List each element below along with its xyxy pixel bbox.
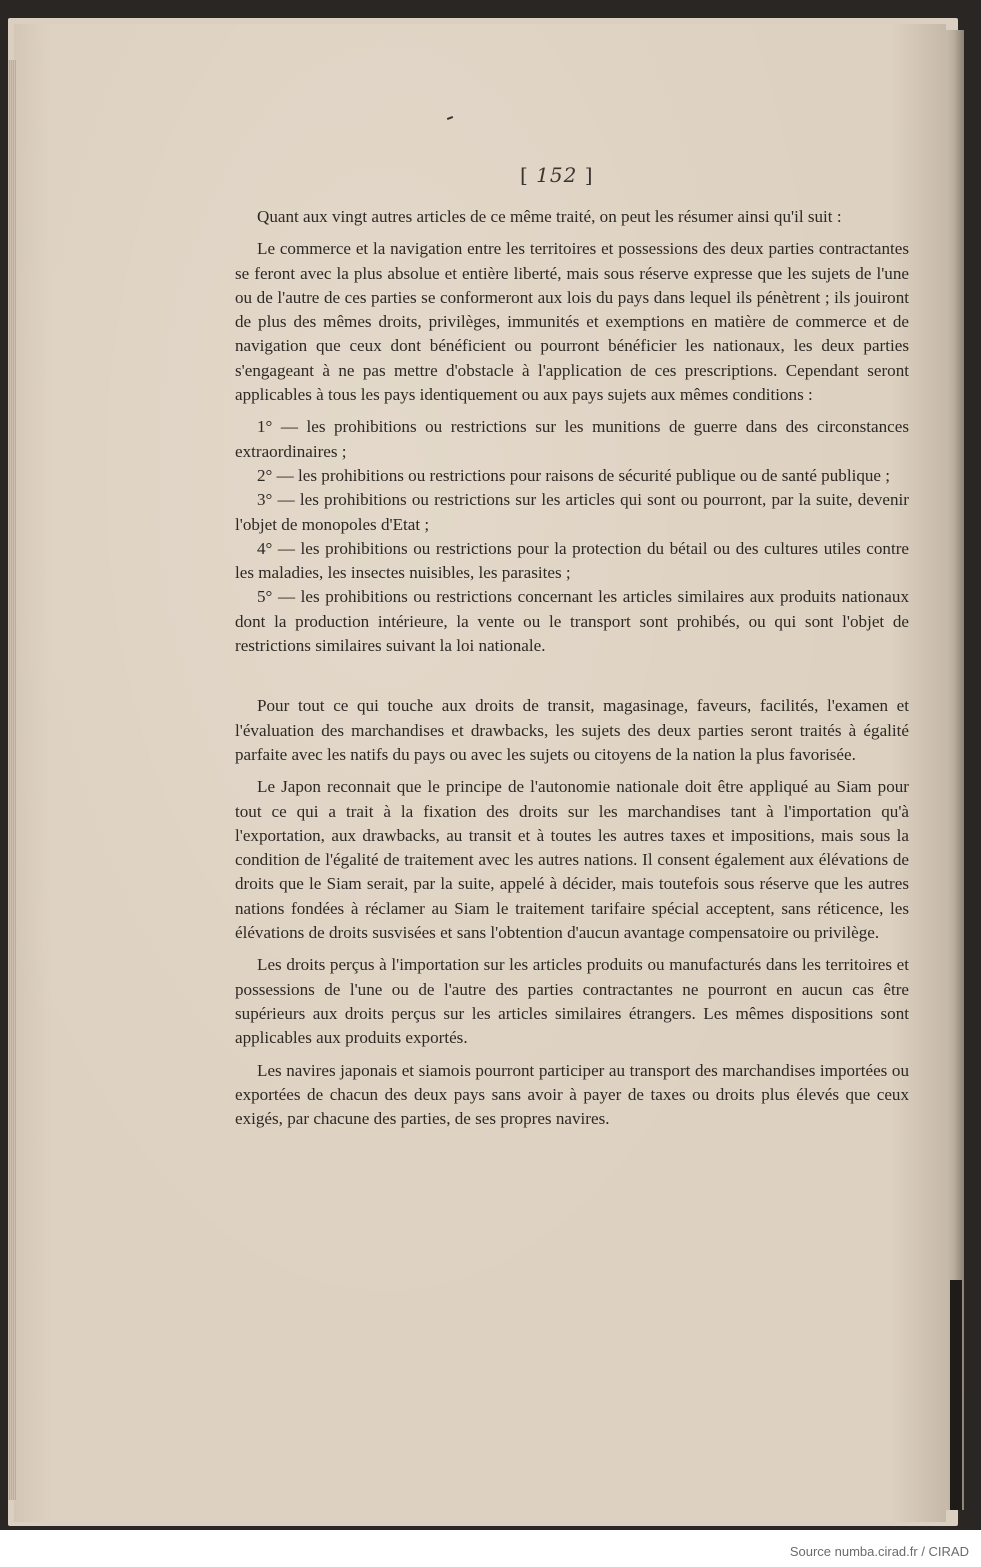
- page-number: [ 152 ]: [520, 163, 594, 187]
- list-item-1: 1° — les prohibitions ou restrictions sur les munitions de guerre dans des circonstances extraordinaires ;: [235, 417, 909, 461]
- list-item-5: 5° — les prohibitions ou restrictions concernant les articles similaires aux produits nationaux dont la production intérieure, la vente ou le transport sont prohibés, ou qui sont l'objet de restrictions similaires suivant la loi nationale.: [235, 587, 909, 656]
- source-credit: Source numba.cirad.fr / CIRAD: [789, 1544, 969, 1559]
- paragraph-japon: Le Japon reconnait que le principe de l'autonomie nationale doit être appliqué au Siam pour tout ce qui a trait à la fixation des droits sur les marchandises tant à l'importation qu'à l'exportation, aux drawbacks, au transit et à toutes les autres taxes et impositions, mais sous la condition de l'égalité de traitement avec les autres nations. Il consent également aux élévations de droits que le Siam serait, par la suite, appelé à décider, mais toutefois sous réserve que les autres nations fondées à réclamer au Siam le traitement tarifaire spécial acceptent, sans réticence, les élévations de droits susvisées et sans l'obtention d'aucun avantage compensatoire ou privilège.: [235, 777, 909, 943]
- body-text: [235, 205, 909, 1131]
- page-number-value: 152: [536, 163, 578, 187]
- list-item-4: 4° — les prohibitions ou restrictions pour la protection du bétail ou des cultures utiles contre les maladies, les insectes nuisibles, les parasites ;: [235, 538, 909, 583]
- paragraph-commerce: Le commerce et la navigation entre les territoires et possessions des deux parties contractantes se feront avec la plus absolue et entière liberté, mais sous réserve expresse que les sujets de l'une ou de l'autre de ces parties se conformeront aux lois du pays dans lequel ils pénètrent ; ils jouiront de plus des mêmes droits, privilèges, immunités et exemptions en matière de commerce et de navigation que ceux dont bénéficient ou pourront bénéficier les nationaux, les deux parties s'engageant à ne pas mettre d'obstacle à l'application de ces prescriptions. Cependant seront applicables à tous les pays identiquement ou aux pays sujets aux mêmes conditions :: [235, 239, 909, 405]
- paragraph-intro: Quant aux vingt autres articles de ce même traité, on peut les résumer ainsi qu'il suit :: [257, 207, 842, 226]
- paragraph-droits: Les droits perçus à l'importation sur les articles produits ou manufacturés dans les territoires et possessions de l'une ou de l'autre des parties contractantes ne pourront en aucun cas être supérieurs aux droits perçus sur les articles similaires étrangers. Les mêmes dispositions sont applicables aux produits exportés.: [235, 955, 909, 1048]
- paragraph-transit: Pour tout ce qui touche aux droits de transit, magasinage, faveurs, facilités, l'examen et l'évaluation des marchandises et drawbacks, les sujets des deux parties seront traités à égalité parfaite avec les natifs du pays ou avec les sujets ou citoyens de la nation la plus favorisée.: [235, 696, 909, 764]
- binding-shadow: [950, 1280, 962, 1510]
- list-item-2: 2° — les prohibitions ou restrictions pour raisons de sécurité publique ou de santé publique ;: [257, 465, 891, 485]
- page-fore-edges: [8, 60, 16, 1500]
- paragraph-navires: Les navires japonais et siamois pourront participer au transport des marchandises importées ou exportées de chacun des deux pays sans avoir à payer de taxes ou droits plus élevés que ceux exigés, par chacune des parties, de ses propres navires.: [235, 1060, 909, 1129]
- list-item-3: 3° — les prohibitions ou restrictions sur les articles qui sont ou pourront, par la suite, devenir l'objet de monopoles d'Etat ;: [235, 490, 909, 534]
